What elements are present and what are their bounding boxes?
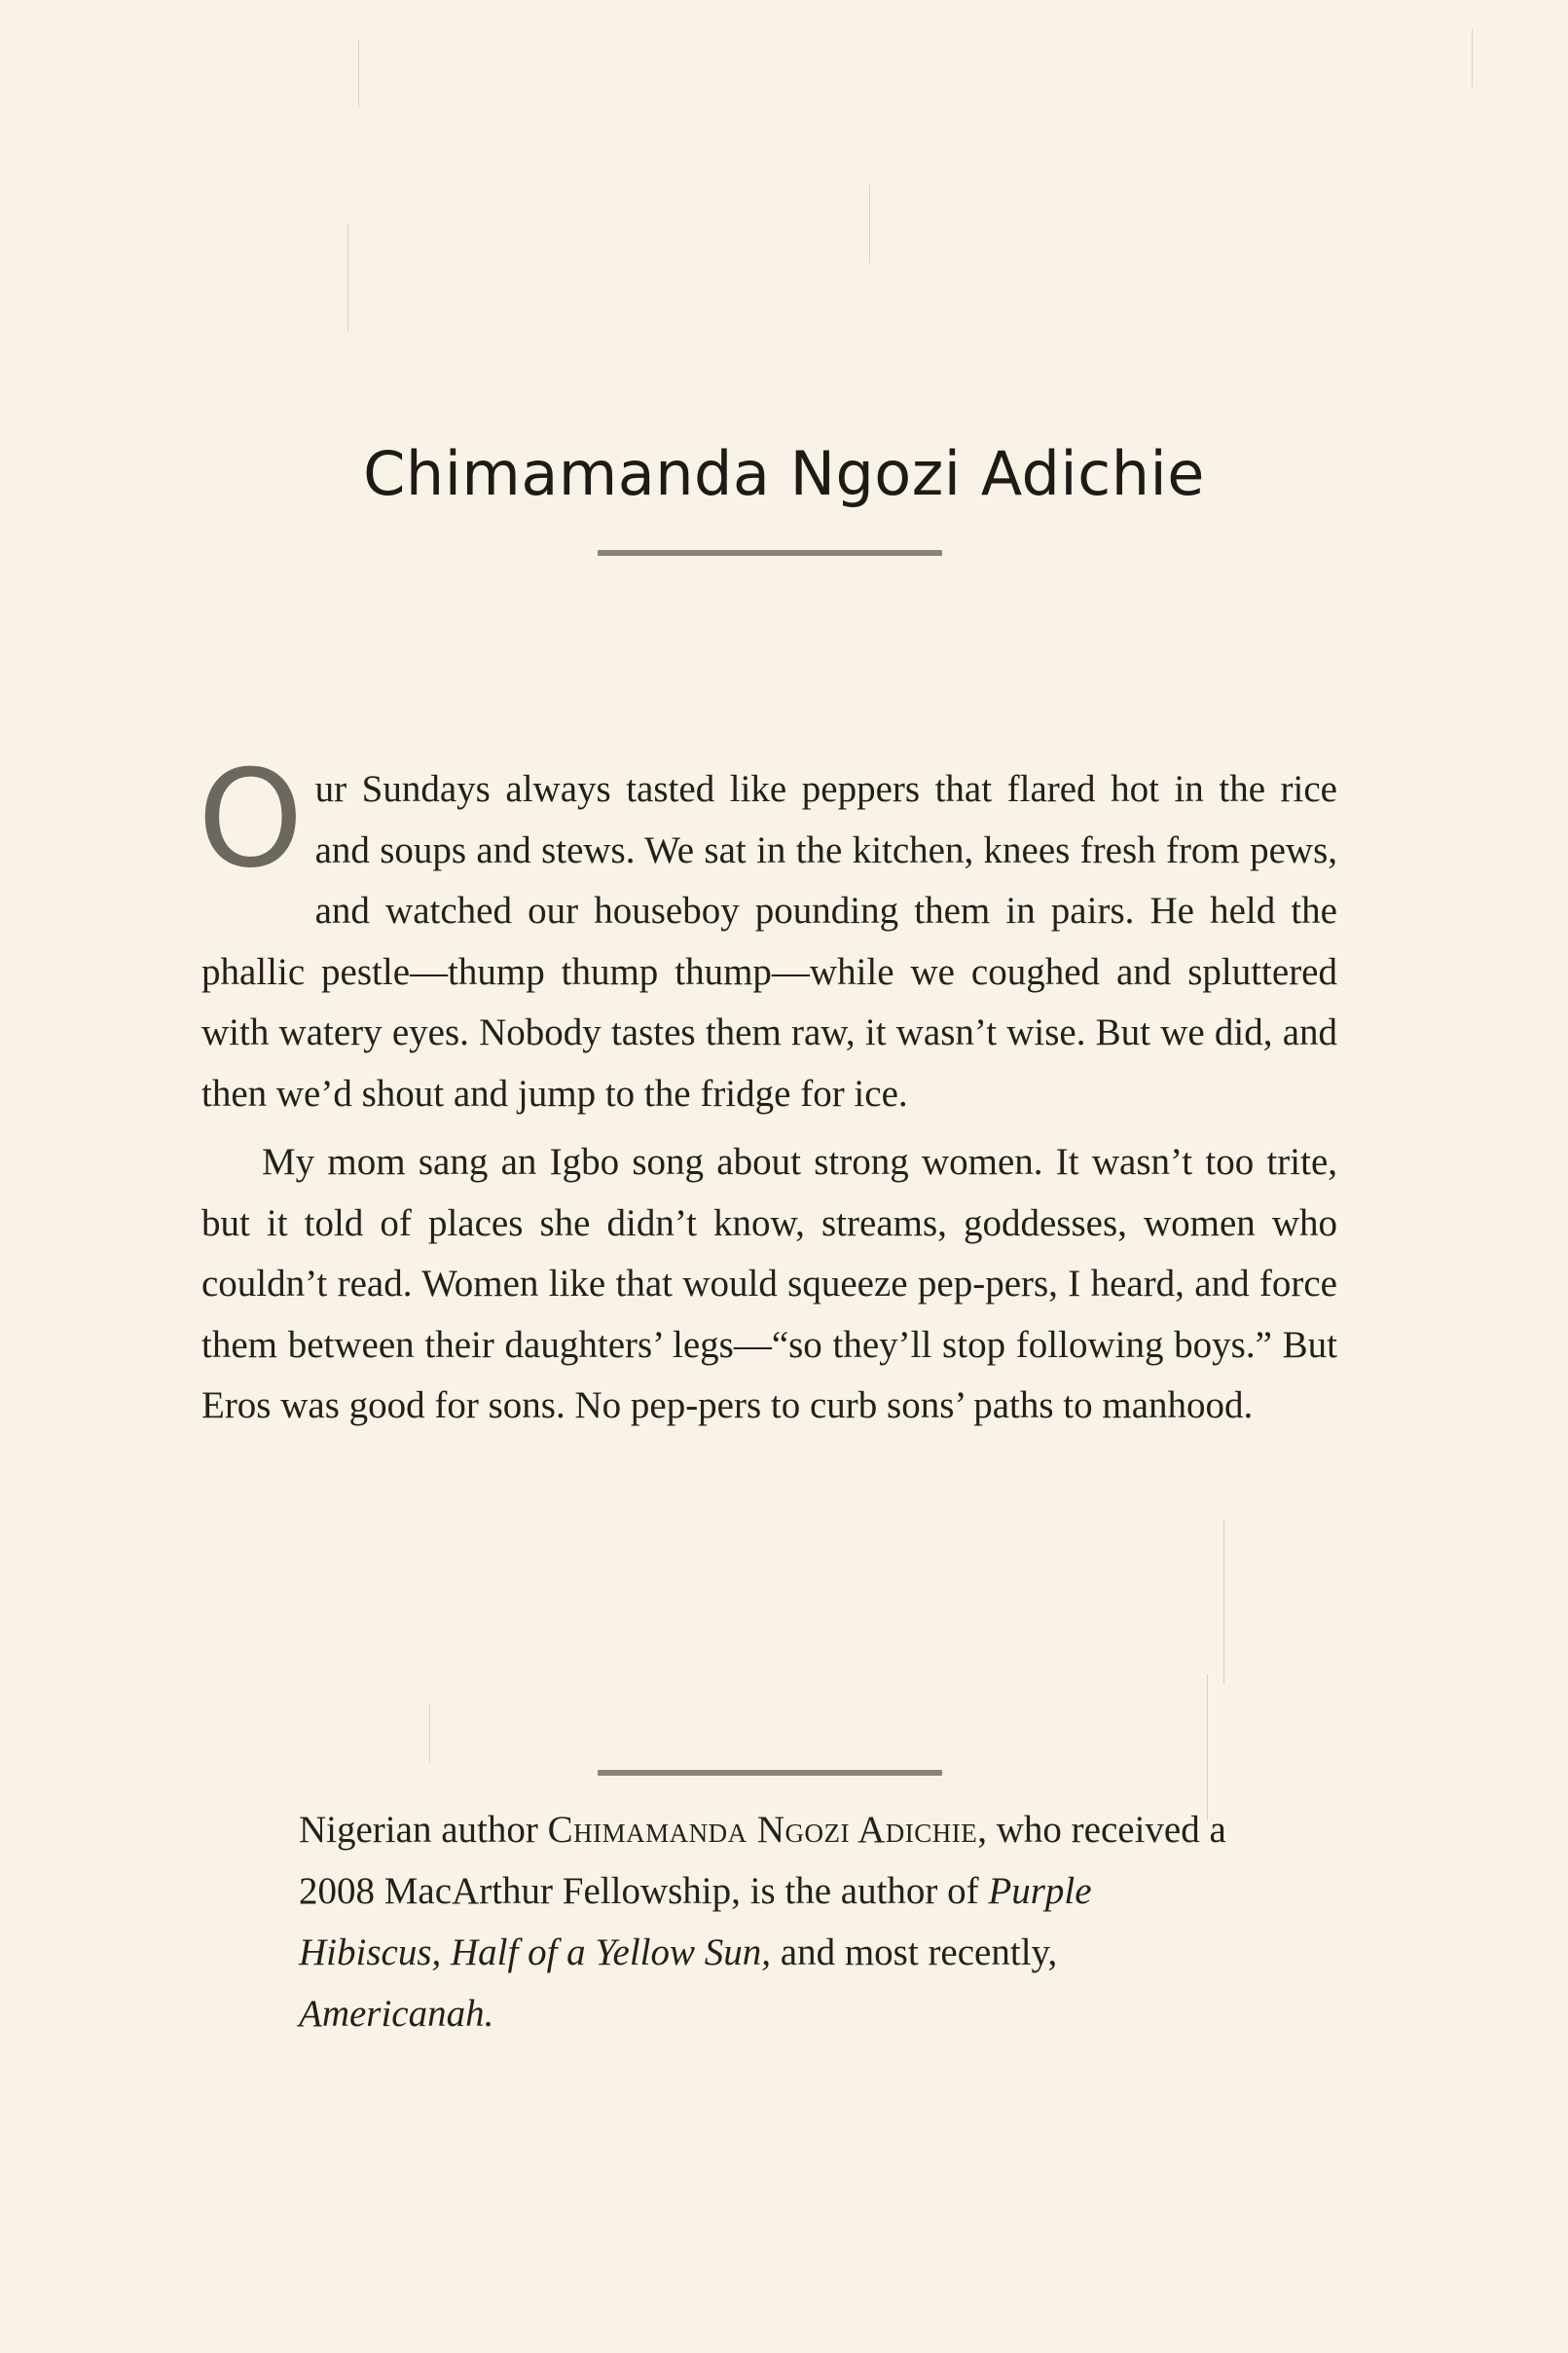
scan-streak	[1223, 1519, 1224, 1684]
scan-streak	[358, 39, 359, 107]
poem-body	[198, 741, 1337, 1437]
poem-paragraph-2: My mom sang an Igbo song about strong women. It wasn’t too trite, but it told of places she didn’t know, streams, goddesses, women who couldn’t read. Women like that would squeeze pep-pers, I heard, and force them between their daughters’ legs—“so they’ll stop following boys.” But Eros was good for sons. No pep-pers to curb sons’ paths to manhood.	[201, 1141, 1337, 1426]
poem-paragraph-1-text: ur Sundays always tasted like peppers that flared hot in the rice and soups and stews. We sat in the kitchen, knees fresh from pews, and watched our houseboy pounding them in pairs. He held the phallic pestle—thump thump thump—while we coughed and spluttered with watery eyes. Nobody tastes them raw, it wasn’t wise. But we did, and then we’d shout and jump to the fridge for ice.	[201, 768, 1337, 1115]
bio-book-1: Purple Hibiscus,	[299, 1870, 1092, 1973]
bio-divider	[598, 1770, 942, 1776]
bio-middle: , who received a 2008 MacArthur Fellowship, is the author of	[299, 1809, 1226, 1912]
scan-streak	[429, 1704, 430, 1762]
poem-paragraph-1	[198, 741, 1337, 1124]
scan-streak	[869, 185, 870, 263]
scan-streak	[1472, 29, 1473, 88]
title-divider	[598, 550, 942, 556]
bio-prefix: Nigerian author	[299, 1809, 548, 1851]
drop-cap: O	[198, 741, 304, 898]
scan-streak	[347, 224, 348, 331]
bio-middle-2: and most recently,	[771, 1931, 1058, 1973]
page-title: Chimamanda Ngozi Adichie	[363, 438, 1205, 509]
author-bio	[299, 1799, 1243, 2044]
bio-book-2: Half of a Yellow Sun,	[451, 1931, 772, 1973]
bio-author-name: Chimamanda Ngozi Adichie	[547, 1809, 978, 1851]
bio-space	[441, 1931, 451, 1973]
bio-book-3: Americanah.	[299, 1993, 494, 2035]
